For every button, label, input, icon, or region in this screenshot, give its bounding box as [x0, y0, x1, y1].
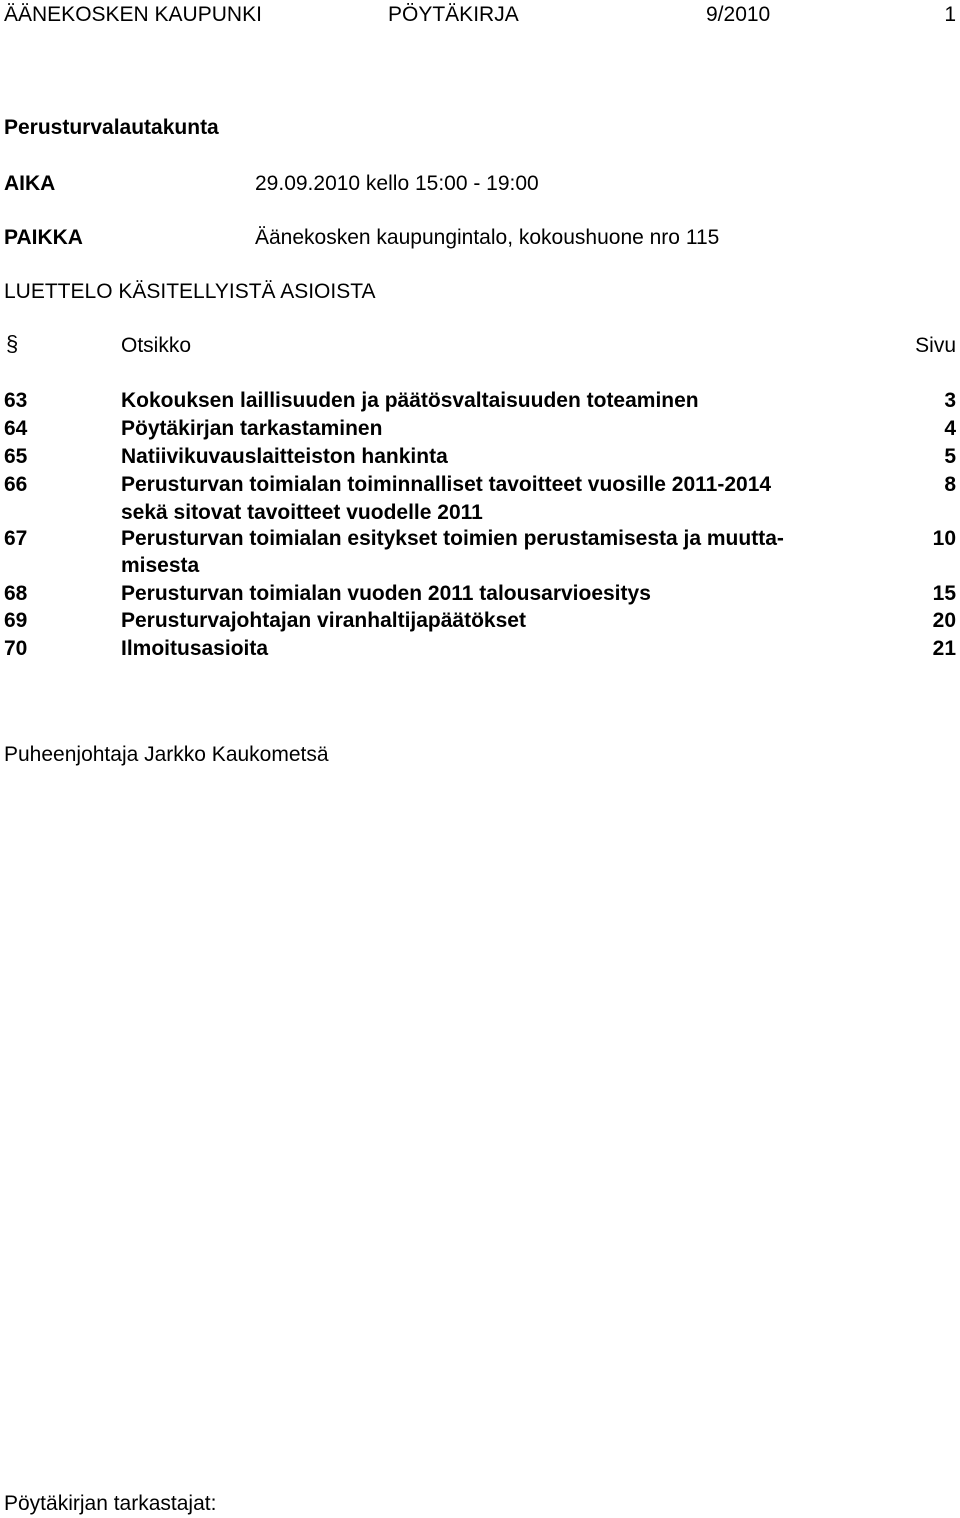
item-title: Perusturvan toimialan vuoden 2011 talousarvioesitys: [121, 582, 651, 605]
item-page: 15: [932, 582, 956, 605]
item-number: 65: [4, 445, 28, 468]
chairperson: Puheenjohtaja Jarkko Kaukometsä: [4, 743, 329, 766]
item-number: 63: [4, 389, 28, 412]
item-number: 68: [4, 582, 28, 605]
item-title: Perusturvan toimialan esitykset toimien perustamisesta ja muutta-: [121, 527, 784, 550]
list-item: [0, 389, 960, 417]
item-page: 5: [944, 445, 956, 468]
item-title: Kokouksen laillisuuden ja päätösvaltaisuuden toteaminen: [121, 389, 699, 412]
item-page: 8: [944, 473, 956, 496]
item-number: 69: [4, 609, 28, 632]
item-title: Perusturvajohtajan viranhaltijapäätökset: [121, 609, 526, 632]
place-label: PAIKKA: [4, 226, 83, 249]
place-value: Äänekosken kaupungintalo, kokoushuone nro 115: [255, 226, 720, 249]
document-number: 9/2010: [706, 3, 771, 26]
committee-name: Perusturvalautakunta: [4, 116, 219, 139]
time-value: 29.09.2010 kello 15:00 - 19:00: [255, 172, 539, 195]
list-item: [0, 417, 960, 445]
item-number: 67: [4, 527, 28, 550]
item-page: 10: [932, 527, 956, 550]
list-item: [0, 445, 960, 473]
title-column-header: Otsikko: [121, 334, 192, 357]
page-column-header: Sivu: [915, 334, 956, 357]
item-number: 70: [4, 637, 28, 660]
city-name: ÄÄNEKOSKEN KAUPUNKI: [4, 3, 262, 26]
item-title-continued: sekä sitovat tavoitteet vuodelle 2011: [121, 501, 483, 524]
list-item: [0, 527, 960, 583]
item-title: Pöytäkirjan tarkastaminen: [121, 417, 383, 440]
list-item: [0, 637, 960, 665]
item-title: Perusturvan toimialan toiminnalliset tavoitteet vuosille 2011-2014: [121, 473, 772, 496]
reviewers-label: Pöytäkirjan tarkastajat:: [4, 1492, 217, 1515]
item-page: 20: [932, 609, 956, 632]
list-heading: LUETTELO KÄSITELLYISTÄ ASIOISTA: [4, 280, 376, 303]
page-number: 1: [944, 3, 956, 26]
list-item: [0, 473, 960, 529]
item-page: 3: [944, 389, 956, 412]
section-symbol: §: [6, 331, 19, 356]
list-item: [0, 609, 960, 637]
item-title: Natiivikuvauslaitteiston hankinta: [121, 445, 448, 468]
item-number: 64: [4, 417, 28, 440]
list-item: [0, 582, 960, 610]
item-number: 66: [4, 473, 28, 496]
document-type: PÖYTÄKIRJA: [388, 3, 519, 26]
item-title-continued: misesta: [121, 554, 200, 577]
time-label: AIKA: [4, 172, 56, 195]
item-page: 21: [932, 637, 956, 660]
item-title: Ilmoitusasioita: [121, 637, 269, 660]
item-page: 4: [944, 417, 956, 440]
